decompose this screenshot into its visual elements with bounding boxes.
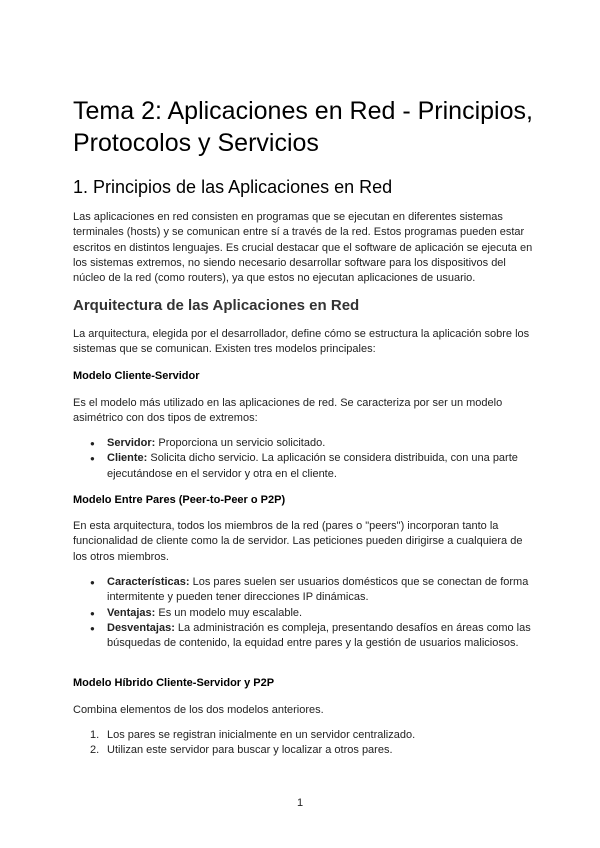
list-item-desc: Es un modelo muy escalable. bbox=[155, 606, 303, 619]
list-item-text: Los pares se registran inicialmente en un servidor centralizado. bbox=[107, 729, 416, 741]
subsection-heading-architecture: Arquitectura de las Aplicaciones en Red bbox=[73, 297, 360, 314]
architecture-paragraph: La arquitectura, elegida por el desarrollador, define cómo se estructura la aplicación sobre los sistemas que se comunican. Existen tres modelos principales: bbox=[73, 328, 530, 356]
list-item bbox=[90, 575, 533, 606]
list-item-text: Utilizan este servidor para buscar y localizar a otros pares. bbox=[107, 744, 393, 757]
heading-client-server: Modelo Cliente-Servidor bbox=[73, 370, 200, 382]
list-item bbox=[90, 606, 533, 621]
list-item bbox=[90, 743, 533, 758]
list-item bbox=[90, 451, 533, 482]
section-heading-principles: 1. Principios de las Aplicaciones en Red bbox=[73, 177, 393, 197]
hybrid-paragraph: Combina elementos de los dos modelos anteriores. bbox=[73, 704, 324, 716]
list-item-term: Desventajas: bbox=[107, 621, 175, 634]
list-item-number: 2. bbox=[90, 744, 100, 757]
page-title: Tema 2: Aplicaciones en Red - Principios, Protocolos y Servicios bbox=[73, 97, 533, 157]
list-item-desc: Solicita dicho servicio. La aplicación se considera distribuida, con una parte ejecutándose en el servidor y otra en el cliente. bbox=[107, 452, 518, 480]
list-item-number: 1. bbox=[90, 729, 100, 741]
p2p-list bbox=[90, 575, 533, 651]
list-item bbox=[90, 728, 533, 743]
client-server-list bbox=[90, 436, 533, 482]
heading-hybrid: Modelo Híbrido Cliente-Servidor y P2P bbox=[73, 677, 275, 689]
client-server-paragraph: Es el modelo más utilizado en las aplicaciones de red. Se caracteriza por ser un modelo asimétrico con dos tipos de extremos: bbox=[73, 397, 503, 425]
list-item-desc: Los pares suelen ser usuarios domésticos que se conectan de forma intermitente y pueden tener direcciones IP dinámicas. bbox=[107, 576, 529, 604]
hybrid-list bbox=[90, 728, 533, 759]
heading-p2p: Modelo Entre Pares (Peer-to-Peer o P2P) bbox=[73, 494, 286, 506]
list-item bbox=[90, 621, 533, 652]
p2p-paragraph: En esta arquitectura, todos los miembros de la red (pares o "peers") incorporan tanto la funcionalidad de cliente como la de servidor. Las peticiones pueden dirigirse a cualquiera de los otros miembros. bbox=[73, 520, 523, 563]
list-item-term: Características: bbox=[107, 576, 190, 588]
page-number: 1 bbox=[296, 797, 304, 809]
list-item bbox=[90, 436, 533, 451]
list-item-desc: Proporciona un servicio solicitado. bbox=[155, 437, 326, 449]
list-item-desc: La administración es compleja, presentando desafíos en áreas como las búsquedas de contenido, la equidad entre pares y la gestión de usuarios maliciosos. bbox=[107, 621, 531, 650]
principles-paragraph: Las aplicaciones en red consisten en programas que se ejecutan en diferentes sistemas terminales (hosts) y se comunican entre sí a través de la red. Estos programas pueden estar escritos en distintos lenguajes. Es crucial destacar que el software de aplicación se ejecuta en los sistemas extremos, no siendo necesario desarrollar software para los dispositivos del núcleo de la red (como routers), ya que estos no ejecutan aplicaciones de usuario. bbox=[73, 211, 533, 285]
list-item-term: Cliente: bbox=[107, 452, 148, 465]
list-item-term: Servidor: bbox=[107, 437, 156, 449]
list-item-term: Ventajas: bbox=[107, 606, 156, 619]
